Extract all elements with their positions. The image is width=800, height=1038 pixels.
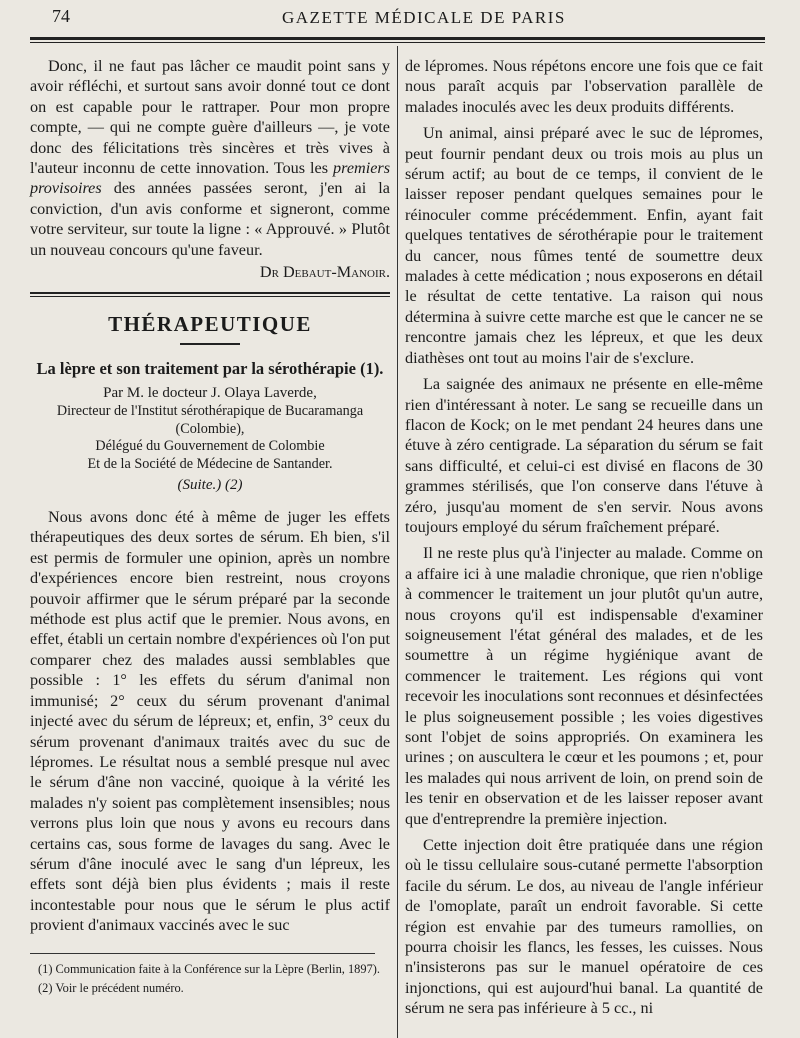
running-title: GAZETTE MÉDICALE DE PARIS xyxy=(282,8,566,27)
right-paragraph-3: La saignée des animaux ne présente en elle-même rien d'intéressant à noter. Le sang se recueille dans un flacon de Kock; on le met pendant 24 heures dans une étuve à zéro centigrade. La séparation du sérum se fait sans difficulté, et celui-ci est divisé en flacons de 30 grammes stérilisés, que l'on conserve dans l'étuve à zéro, jusqu'au moment de s'en servir. Nous avons toujours employé du sérum fraîchement préparé. xyxy=(405,375,763,536)
right-column xyxy=(405,56,763,1019)
right-paragraph-2: Un animal, ainsi préparé avec le suc de lépromes, peut fournir pendant deux ou trois mois au plus un sérum actif; au bout de ce temps, il convient de le laisser reposer pendant quelques semaines pour le réinoculer comme précédemment. Enfin, ayant fait quelques tentatives de sérothérapie pour le traitement du cancer, nous fûmes tenté de soumettre deux malades à cette médication ; nous exposerons en détail le résultat de cette tentative. La raison qui nous détermina à suivre cette marche est que le cancer ne se rencontre jamais chez les lépreux, et que les deux diathèses ont tout au moins l'air de s'exclure. xyxy=(405,124,763,367)
header-rule xyxy=(30,37,765,43)
page-number: 74 xyxy=(52,6,70,26)
intro-paragraph-end: des années passées seront, j'en ai la conviction, d'un avis conforme et signeront, comme votre serviteur, sur toute la ligne : « Approuvé. » Plutôt un nouveau concours qu'une faveur. xyxy=(30,179,390,259)
affiliation-line-2: Délégué du Gouvernement de Colombie xyxy=(95,438,325,455)
affiliation-line-1: Directeur de l'Institut sérothérapique de Bucaramanga (Colombie), xyxy=(56,403,364,437)
article-title: La lèpre et son traitement par la sérothérapie (1). xyxy=(36,359,384,379)
section-title: THÉRAPEUTIQUE xyxy=(108,312,312,337)
author-line: Par M. le docteur J. Olaya Laverde, xyxy=(103,385,317,402)
right-paragraph-5: Cette injection doit être pratiquée dans une région où le tissu cellulaire sous-cutané permette l'absorption facile du sérum. Le dos, au niveau de l'angle inférieur de l'omoplate, paraît un endroit favorable. Si cette région est envahie par des tumeurs ramollies, on pourra choisir les flancs, les fesses, les cuisses. Nous n'insisterons pas sur le manuel opératoire de ces injonctions, qui est aujourd'hui banal. La quantité de sérum ne sera pas inférieure à 5 cc., ni xyxy=(405,836,763,1018)
left-column xyxy=(30,56,390,936)
footnote-1: (1) Communication faite à la Conférence sur la Lèpre (Berlin, 1897). xyxy=(38,962,380,976)
intro-paragraph xyxy=(30,56,390,260)
footnotes xyxy=(30,961,390,999)
section-title-underline xyxy=(180,343,240,345)
intro-paragraph-start: Donc, il ne faut pas lâcher ce maudit point sans y avoir réfléchi, et surtout sans avoir donné tout ce dont on est capable pour le rattraper. Pour mon propre compte, — qui ne compte guère d'ailleurs —, je vote donc des félicitations très sincères et très vives à l'auteur inconnu de cette innovation. Tous les xyxy=(30,57,390,178)
section-rule xyxy=(30,292,390,297)
continuation-note: (Suite.) (2) xyxy=(177,477,243,494)
intro-italic-phrase: premiers provisoires xyxy=(30,159,390,198)
article-body-paragraph: Nous avons donc été à même de juger les effets thérapeutiques des deux sortes de sérum. Eh bien, s'il est permis de formuler une opinion, après un nombre d'expériences encore bien restreint, nous croyons pouvoir affirmer que le sérum préparé par la seconde méthode est plus actif que le premier. Nous avons, en effet, établi un certain nombre d'expériences où l'on put comparer chez des malades aussi semblables que possible : 1° les effets du sérum d'animal non immunisé; 2° ceux du sérum provenant d'animal injecté avec du sérum de lépreux; et, enfin, 3° ceux du sérum provenant d'animaux traités avec du suc de lépromes. Le résultat nous a semblé presque nul avec le sérum d'âne non vacciné, quoique à la vérité les malades n'y soient pas complètement insensibles; nous verrons plus loin que nous y avons eu recours dans certains cas, sous forme de lavages du sang. Avec le sérum d'âne inoculé avec le sang d'un lépreux, les effets sont déjà bien plus évidents ; mais il reste incontestable pour nous que le sérum le plus actif provient d'animaux vaccinés avec le suc xyxy=(30,508,390,935)
signature: Dr Debaut-Manoir. xyxy=(259,263,390,282)
column-divider xyxy=(397,46,398,1038)
right-paragraph-4: Il ne reste plus qu'à l'injecter au malade. Comme on a affaire ici à une maladie chronique, que rien n'oblige à commencer le traitement un jour plutôt qu'un autre, nous croyons qu'il est indispensable d'examiner soigneusement l'état général des malades, et de les soumettre à un régime hygiénique avant de commencer le traitement. Les régions qui vont recevoir les inoculations sont reconnues et désinfectées le plus soigneusement possible ; les voies digestives sont l'objet de soins appropriés. On examinera les urines ; on auscultera le cœur et les poumons ; et, pour les malades qui nous arrivent de loin, on prend soin de les tenir en observation et de les laisser reposer avant que d'entreprendre la première injection. xyxy=(405,544,763,828)
affiliation-line-3: Et de la Société de Médecine de Santander. xyxy=(87,455,333,472)
right-paragraph-1: de lépromes. Nous répétons encore une fois que ce fait nous paraît acquis par l'observation parallèle de malades inoculés avec les deux produits différents. xyxy=(405,57,763,116)
footnote-2: (2) Voir le précédent numéro. xyxy=(38,981,184,995)
footnote-rule xyxy=(30,953,375,954)
